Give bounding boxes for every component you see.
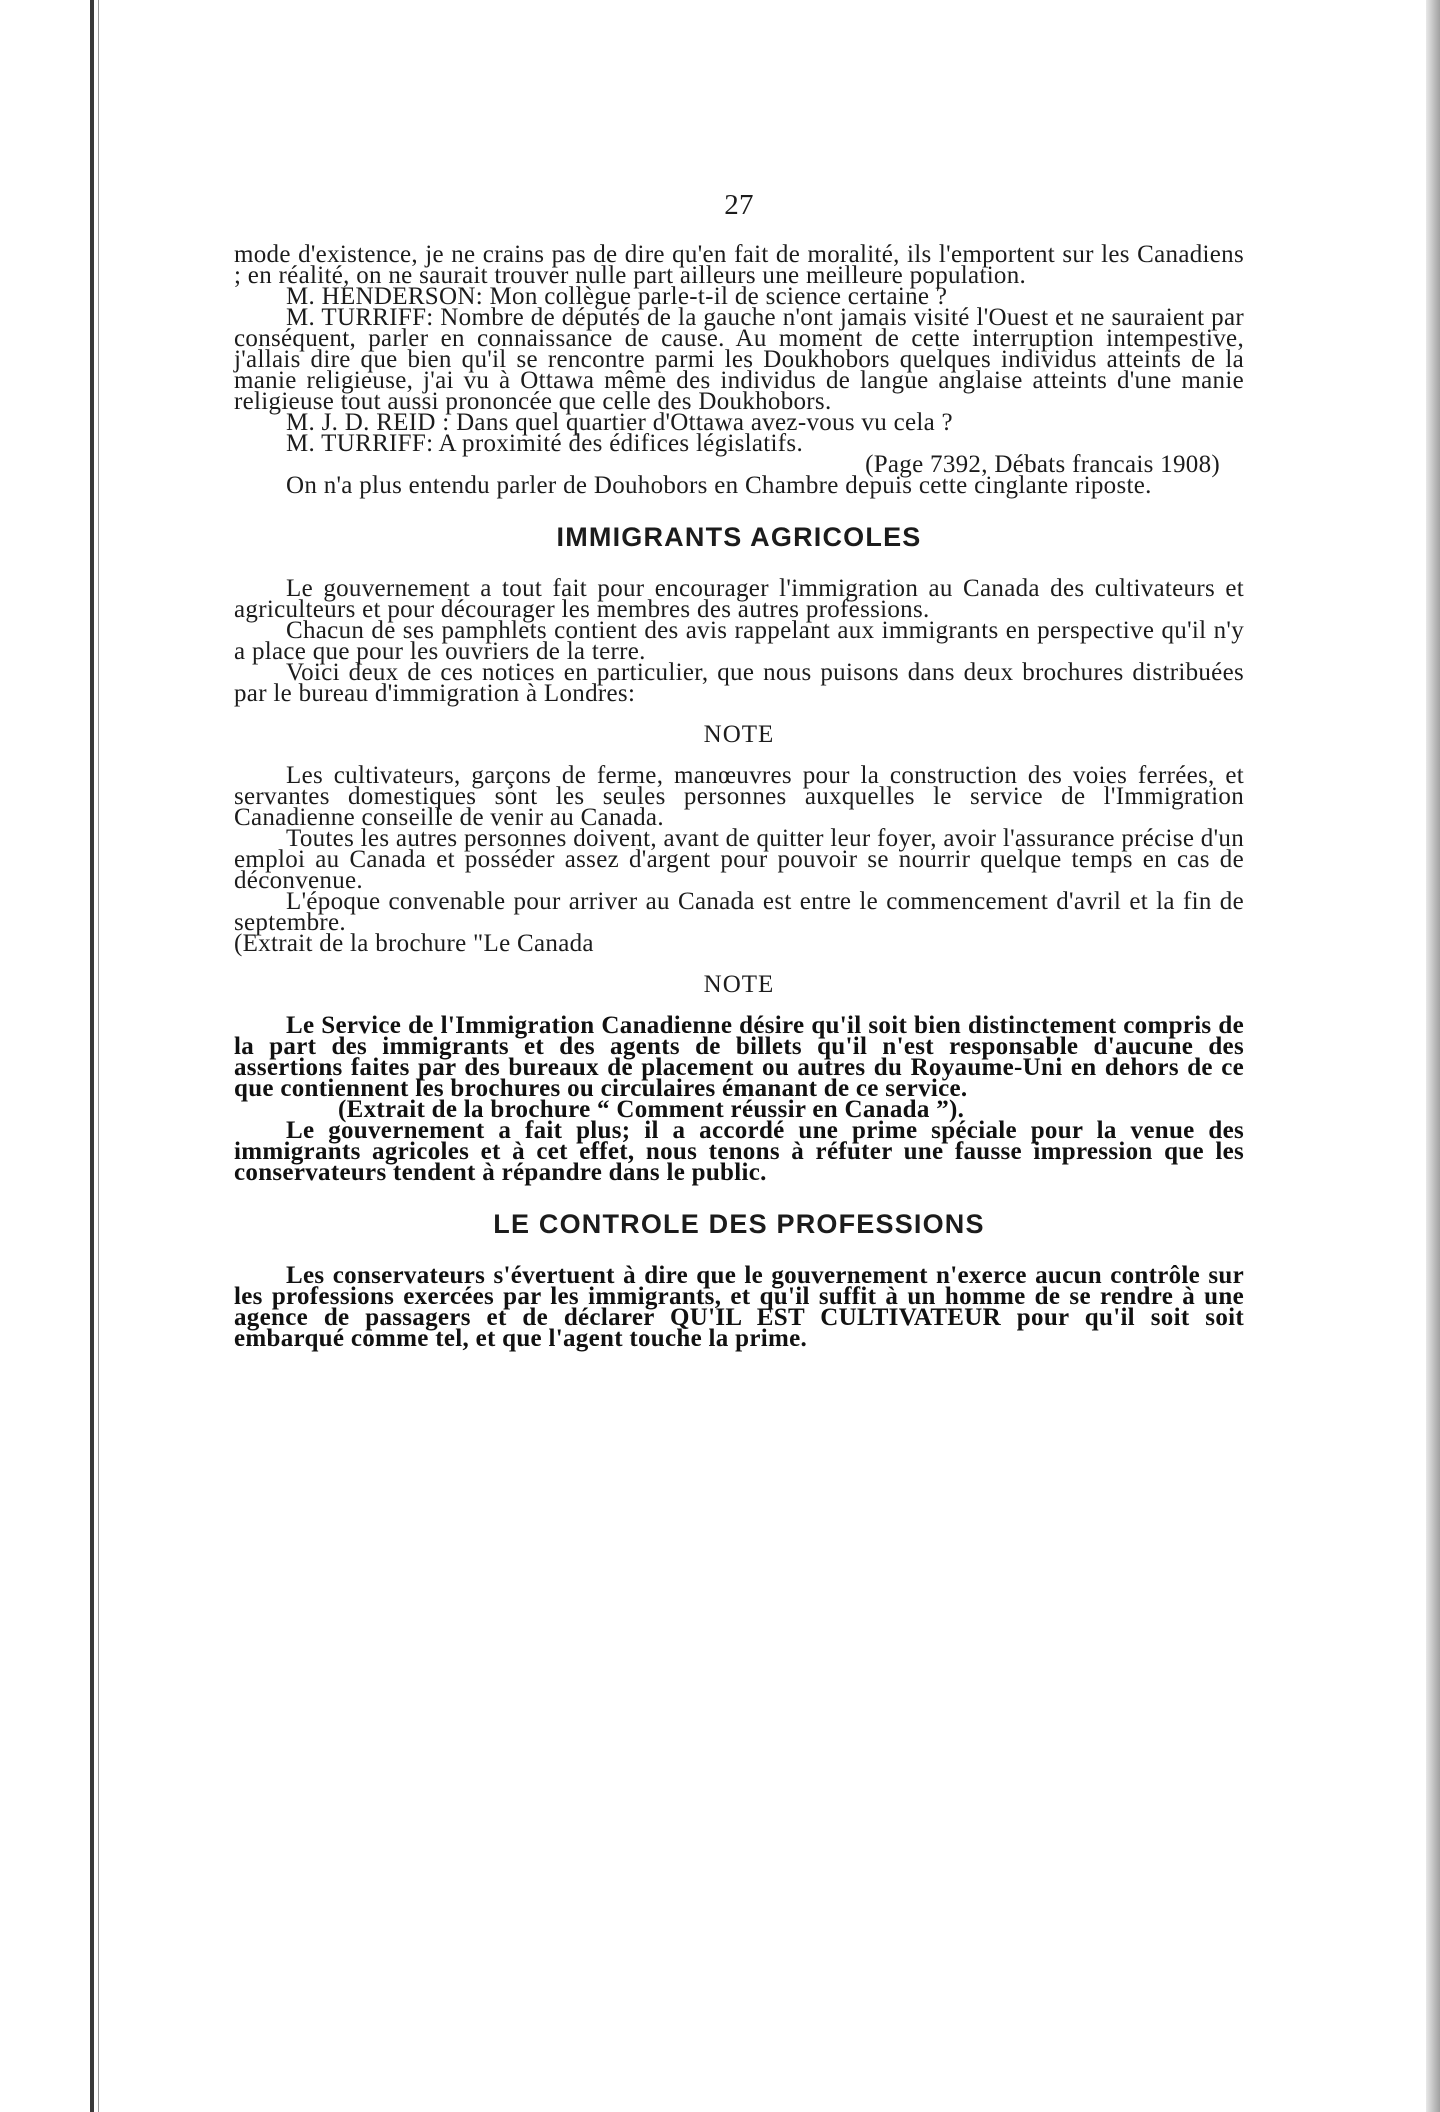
paragraph: M. HENDERSON: Mon collègue parle-t-il de science certaine ? bbox=[286, 283, 948, 310]
source-note: (Extrait de la brochure "Le Canada bbox=[234, 930, 594, 957]
binding-edge bbox=[90, 0, 94, 2112]
paragraph: Les cultivateurs, garçons de ferme, manœuvres pour la construction des voies ferrées, et servantes domestiques sont les seules personnes auxquelles le service de l'Immigration Canadienne conseille de venir au Canada. bbox=[234, 762, 1244, 831]
paragraph: L'époque convenable pour arriver au Canada est entre le commencement d'avril et la fin de septembre. bbox=[234, 888, 1244, 936]
page-content bbox=[234, 189, 1244, 1352]
paragraph: Les conservateurs s'évertuent à dire que le gouvernement n'exerce aucun contrôle sur les professions exercées par les immigrants, et qu'il suffit à un homme de se rendre à une agence de passagers et de déclarer QU'IL EST CULTIVATEUR pour qu'il soit soit embarqué comme tel, et que l'agent touche la prime. bbox=[234, 1262, 1244, 1352]
paragraph: Toutes les autres personnes doivent, avant de quitter leur foyer, avoir l'assurance précise d'un emploi au Canada et posséder assez d'argent pour pouvoir se nourrir quelque temps en cas de déconvenue. bbox=[234, 825, 1244, 894]
section-heading: IMMIGRANTS AGRICOLES bbox=[556, 522, 922, 552]
paragraph: mode d'existence, je ne crains pas de dire qu'en fait de moralité, ils l'emportent sur les Canadiens ; en réalité, on ne saurait trouver nulle part ailleurs une meilleure population. bbox=[234, 241, 1244, 289]
source-note: (Extrait de la brochure “ Comment réussir en Canada ”). bbox=[338, 1096, 965, 1123]
paragraph: Voici deux de ces notices en particulier, que nous puisons dans deux brochures distribuées par le bureau d'immigration à Londres: bbox=[234, 659, 1244, 707]
page-number: 27 bbox=[724, 189, 754, 221]
paragraph: M. J. D. REID : Dans quel quartier d'Ottawa avez-vous vu cela ? bbox=[286, 409, 953, 436]
paragraph: Le Service de l'Immigration Canadienne désire qu'il soit bien distinctement compris de la part des immigrants et des agents de billets qu'il n'est responsable d'aucune des assertions faites par des bureaux de placement ou autres du Royaume-Uni en dehors de ce que contiennent les brochures ou circulaires émanant de ce service. bbox=[234, 1012, 1244, 1102]
section-heading: LE CONTROLE DES PROFESSIONS bbox=[493, 1209, 985, 1239]
section-body bbox=[234, 1262, 1244, 1352]
paragraph: On n'a plus entendu parler de Douhobors en Chambre depuis cette cinglante riposte. bbox=[286, 472, 1152, 499]
paragraph: M. TURRIFF: Nombre de députés de la gauche n'ont jamais visité l'Ouest et ne sauraient par conséquent, parler en connaissance de cause. Au moment de cette interruption intempestive, j'allais dire que bien qu'il se rencontre parmi les Doukhobors quelques individus atteints de la manie religieuse, j'ai vu à Ottawa même des individus de langue anglaise atteints d'une manie religieuse tout aussi prononcée que celle des Doukhobors. bbox=[234, 304, 1244, 415]
page-edge-shadow bbox=[1426, 0, 1440, 2112]
citation: (Page 7392, Débats francais 1908) bbox=[865, 451, 1220, 478]
note-body bbox=[234, 1012, 1244, 1186]
paragraph: M. TURRIFF: A proximité des édifices législatifs. bbox=[286, 430, 803, 457]
paragraph: Chacun de ses pamphlets contient des avis rappelant aux immigrants en perspective qu'il n'y a place que pour les ouvriers de la terre. bbox=[234, 617, 1244, 665]
note-title: NOTE bbox=[703, 721, 775, 748]
binding-edge-shadow bbox=[98, 0, 99, 2112]
paragraph: Le gouvernement a tout fait pour encourager l'immigration au Canada des cultivateurs et agriculteurs et pour décourager les membres des autres professions. bbox=[234, 575, 1244, 623]
paragraph: Le gouvernement a fait plus; il a accordé une prime spéciale pour la venue des immigrants agricoles et à cet effet, nous tenons à réfuter une fausse impression que les conservateurs tendent à répandre dans le public. bbox=[234, 1117, 1244, 1186]
note-title: NOTE bbox=[703, 971, 775, 998]
